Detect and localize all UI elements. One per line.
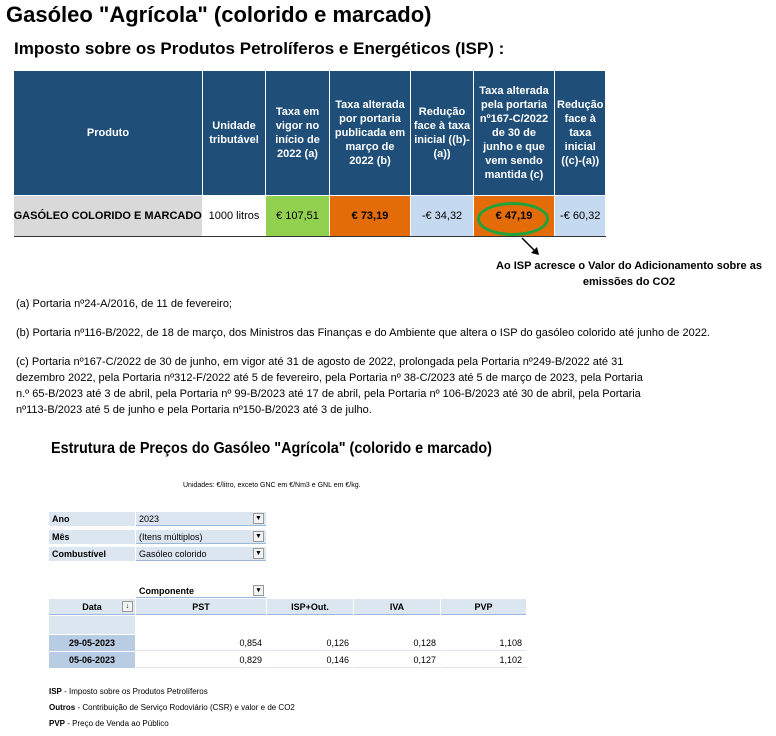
- isp-header-row: [14, 71, 606, 196]
- filter-label-combustivel: Combustível: [49, 547, 135, 561]
- pivot-cell: 0,126: [267, 635, 353, 651]
- legend-outros: [49, 702, 295, 714]
- pivot-cell: 0,128: [354, 635, 440, 651]
- header-reducao-b: Redução face à taxa inicial ((b)-(a)): [411, 71, 474, 196]
- header-taxa-junho: Taxa alterada pela portaria nº167-C/2022 de 30 de junho e que vem sendo mantida (c): [474, 71, 555, 196]
- filter-combustivel[interactable]: [136, 547, 266, 561]
- sort-icon[interactable]: ↓: [122, 601, 133, 612]
- footnote-c: (c) Portaria nº167-C/2022 de 30 de junho, em vigor até 31 de agosto de 2022, prolongada pela Portaria nº249-B/2022 até 31 dezembro 2022, pela Portaria nº312-F/2022 até 5 de fevereiro, pela Portaria nº 38-C/2023 até 5 de março de 2023, pela Portaria n.º 65-B/2023 até 3 de abril, pela Portaria nº 99-B/2023 até 17 de abril, pela Portaria nº 106-B/2023 até 30 de abril, pela Portaria nº113-B/2023 até 5 de junho e pela Portaria nº150-B/2023 até 3 de julho.: [16, 356, 643, 416]
- highlight-circle: [477, 202, 549, 236]
- legend-pvp: [49, 718, 169, 730]
- legend-text: - Contribuição de Serviço Rodoviário (CSR) e valor e de CO2: [75, 703, 295, 712]
- pivot-cell: 0,854: [136, 635, 266, 651]
- filter-ano[interactable]: [136, 512, 266, 526]
- cell-produto: GASÓLEO COLORIDO E MARCADO: [14, 196, 203, 237]
- header-reducao-c: Redução face à taxa inicial ((c)-(a)): [555, 71, 606, 196]
- header-produto: Produto: [14, 71, 203, 196]
- dropdown-icon[interactable]: ▾: [253, 585, 264, 596]
- pivot-cell: 1,108: [441, 635, 526, 651]
- arrow-icon: [520, 236, 544, 260]
- cell-reducao-c: -€ 60,32: [555, 196, 606, 237]
- filter-mes[interactable]: [136, 530, 266, 544]
- legend-abbr: PVP: [49, 719, 66, 728]
- legend-text: - Preço de Venda ao Público: [65, 719, 169, 728]
- filter-label-ano: Ano: [49, 512, 135, 526]
- pivot-cell: 0,127: [354, 652, 440, 668]
- pivot-header-label: Data: [82, 602, 102, 612]
- cell-taxa-junho: € 47,19: [474, 196, 555, 237]
- header-taxa-marco: Taxa alterada por portaria publicada em março de 2022 (b): [330, 71, 411, 196]
- filter-value-ano: 2023: [139, 514, 160, 524]
- column-field-label: Componente: [139, 586, 194, 596]
- units-note: Unidades: €/litro, exceto GNC em €/Nm3 e GNL em €/kg.: [183, 482, 361, 489]
- filter-label-mes: Mês: [49, 530, 135, 544]
- filter-value-combustivel: Gasóleo colorido: [139, 549, 207, 559]
- pivot-header-pvp: PVP: [441, 599, 526, 615]
- column-field-componente[interactable]: [136, 584, 266, 598]
- header-taxa-inicio: Taxa em vigor no início de 2022 (a): [266, 71, 330, 196]
- price-structure-title: Estrutura de Preços do Gasóleo "Agrícola" (colorido e marcado): [51, 440, 492, 457]
- pivot-cell: 0,829: [136, 652, 266, 668]
- pivot-date: 29-05-2023: [49, 635, 135, 652]
- filter-icon[interactable]: ▼: [253, 548, 264, 559]
- cell-taxa-marco: € 73,19: [330, 196, 411, 237]
- header-unidade: Unidade tributável: [203, 71, 266, 196]
- pivot-cell: 1,102: [441, 652, 526, 668]
- filter-icon[interactable]: ▼: [253, 513, 264, 524]
- pivot-header-data[interactable]: [49, 599, 135, 615]
- cell-unidade: 1000 litros: [203, 196, 266, 237]
- filter-icon[interactable]: ▼: [253, 531, 264, 542]
- page-title: Gasóleo "Agrícola" (colorido e marcado): [6, 2, 432, 27]
- legend-abbr: Outros: [49, 703, 76, 712]
- annotation-note: Ao ISP acresce o Valor do Adicionamento sobre as emissões do CO2: [496, 260, 762, 288]
- pivot-header-iva: IVA: [354, 599, 440, 615]
- legend-isp: [49, 686, 208, 698]
- pivot-header-isp: ISP+Out.: [267, 599, 353, 615]
- pivot-date: 05-06-2023: [49, 652, 135, 669]
- filter-value-mes: (Itens múltiplos): [139, 532, 203, 542]
- legend-abbr: ISP: [49, 687, 62, 696]
- legend-text: - Imposto sobre os Produtos Petrolíferos: [61, 687, 208, 696]
- pivot-header-pst: PST: [136, 599, 266, 615]
- cell-taxa-inicio: € 107,51: [266, 196, 330, 237]
- pivot-cell: 0,146: [267, 652, 353, 668]
- section-subtitle: Imposto sobre os Produtos Petrolíferos e Energéticos (ISP) :: [14, 39, 505, 58]
- cell-reducao-b: -€ 34,32: [411, 196, 474, 237]
- footnote-b: (b) Portaria nº116-B/2022, de 18 de março, dos Ministros das Finanças e do Ambiente que altera o ISP do gasóleo colorido até junho de 2022.: [16, 327, 710, 339]
- pivot-spacer: [49, 616, 135, 634]
- footnote-a: (a) Portaria nº24-A/2016, de 11 de fevereiro;: [16, 298, 232, 310]
